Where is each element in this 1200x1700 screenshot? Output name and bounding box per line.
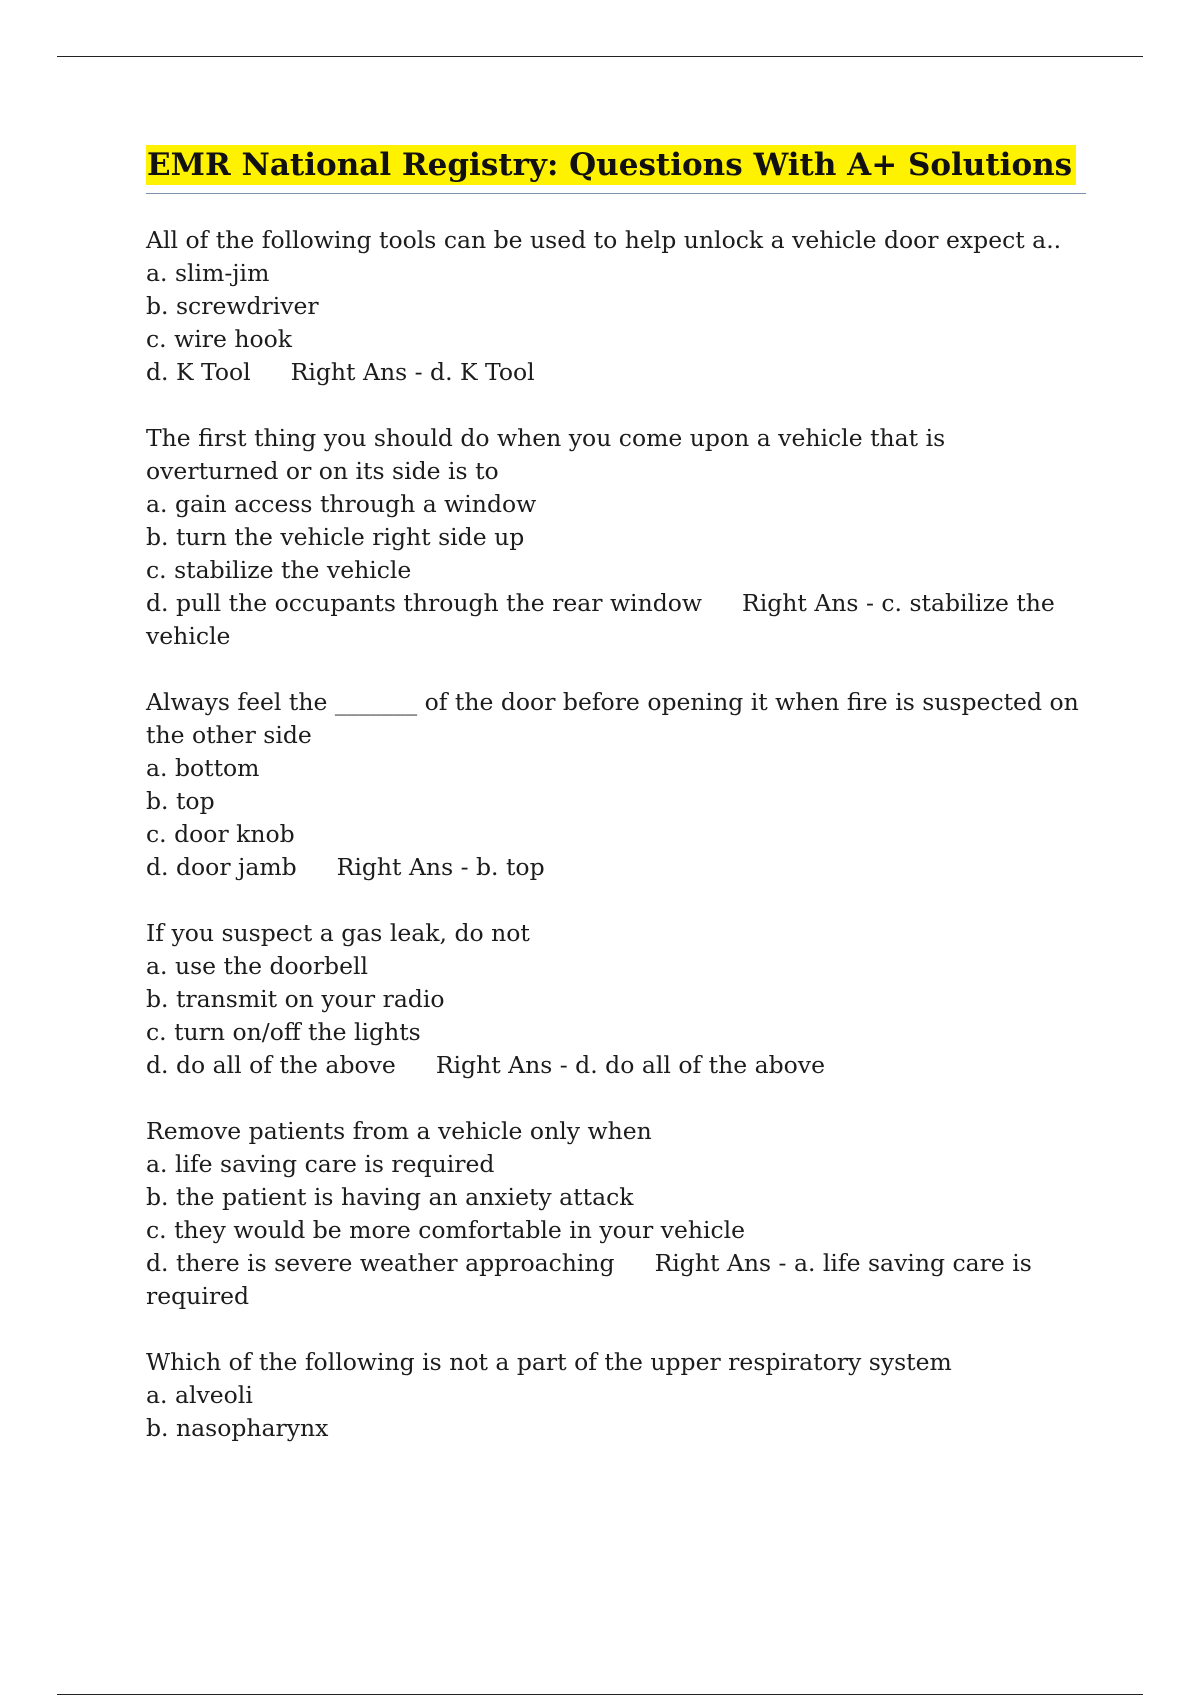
option: d. do all of the above [146, 1051, 396, 1079]
question-stem: the other side [146, 721, 312, 749]
question-stem: overturned or on its side is to [146, 457, 499, 485]
option: d. pull the occupants through the rear window [146, 589, 703, 617]
option: b. transmit on your radio [146, 985, 445, 1013]
right-answer-continued: required [146, 1282, 250, 1310]
option: d. K Tool [146, 358, 251, 386]
question-1 [146, 224, 1086, 389]
option: c. door knob [146, 820, 295, 848]
option: b. screwdriver [146, 292, 319, 320]
option: a. life saving care is required [146, 1150, 495, 1178]
option: c. wire hook [146, 325, 293, 353]
option: b. nasopharynx [146, 1414, 329, 1442]
right-answer: Right Ans - d. do all of the above [435, 1051, 825, 1079]
question-stem: The first thing you should do when you come upon a vehicle that is [146, 424, 946, 452]
page-bottom-rule [57, 1694, 1143, 1695]
option: c. turn on/off the lights [146, 1018, 421, 1046]
question-5 [146, 1115, 1086, 1313]
option: a. use the doorbell [146, 952, 369, 980]
option-with-answer [146, 1247, 1086, 1280]
option: d. door jamb [146, 853, 297, 881]
option: b. the patient is having an anxiety attack [146, 1183, 634, 1211]
document-body [146, 145, 1086, 1478]
option: a. alveoli [146, 1381, 253, 1409]
option: d. there is severe weather approaching [146, 1249, 615, 1277]
right-answer-continued: vehicle [146, 622, 231, 650]
question-stem: Which of the following is not a part of the upper respiratory system [146, 1348, 952, 1376]
title-block [146, 145, 1086, 194]
option: a. gain access through a window [146, 490, 537, 518]
right-answer: Right Ans - c. stabilize the [742, 589, 1055, 617]
option: b. turn the vehicle right side up [146, 523, 525, 551]
question-stem: Always feel the _______ of the door before opening it when fire is suspected on [146, 688, 1079, 716]
question-stem: If you suspect a gas leak, do not [146, 919, 530, 947]
right-answer: Right Ans - a. life saving care is [654, 1249, 1032, 1277]
question-stem: All of the following tools can be used to help unlock a vehicle door expect a.. [146, 226, 1062, 254]
question-3 [146, 686, 1086, 884]
page-top-rule [57, 56, 1143, 57]
option: c. they would be more comfortable in your vehicle [146, 1216, 746, 1244]
question-4 [146, 917, 1086, 1082]
question-2 [146, 422, 1086, 653]
option-with-answer [146, 851, 1086, 884]
option: a. bottom [146, 754, 260, 782]
document-title: EMR National Registry: Questions With A+ Solutions [146, 145, 1076, 185]
right-answer: Right Ans - d. K Tool [290, 358, 535, 386]
option: a. slim-jim [146, 259, 270, 287]
right-answer: Right Ans - b. top [336, 853, 545, 881]
question-6 [146, 1346, 1086, 1445]
option-with-answer [146, 587, 1086, 620]
option-with-answer [146, 356, 1086, 389]
question-stem: Remove patients from a vehicle only when [146, 1117, 652, 1145]
option: b. top [146, 787, 215, 815]
option: c. stabilize the vehicle [146, 556, 412, 584]
option-with-answer [146, 1049, 1086, 1082]
